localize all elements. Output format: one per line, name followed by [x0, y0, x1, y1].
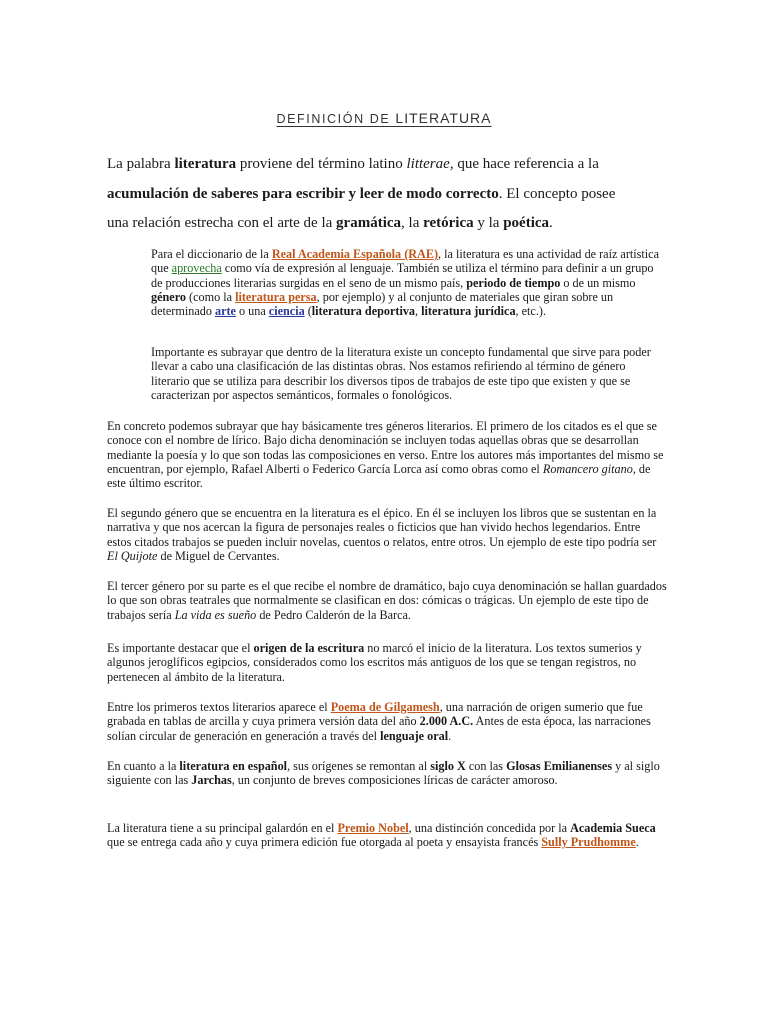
text: y al siglo siguiente con las — [107, 759, 660, 788]
text: Es importante destacar que el — [107, 641, 254, 655]
text: o de un mismo — [560, 275, 636, 290]
paragraph-espanol — [107, 759, 667, 788]
link-literatura-persa[interactable]: literatura persa — [235, 289, 317, 304]
bold-term: literatura deportiva — [311, 304, 416, 319]
paragraph-lirico — [107, 419, 667, 490]
text: , un conjunto de breves composiciones líricas de carácter amoroso. — [231, 773, 558, 788]
italic-term: litterae — [406, 156, 450, 172]
text: En cuanto a la — [107, 759, 180, 773]
text: con las — [465, 759, 507, 773]
text: proviene del término latino — [236, 156, 407, 172]
text: , sus orígenes se remontan al — [287, 759, 431, 773]
text: de Pedro Calderón de la Barca. — [256, 607, 411, 622]
text: La literatura tiene a su principal galardón en el — [107, 821, 338, 835]
italic-term: La vida es sueño — [174, 607, 257, 622]
text: no marcó el inicio de la literatura. Los textos sumerios y algunos jeroglíficos egipcios, considerados como los escritos más antiguos de los que se tengan registros, no pertenecen al ámbito de la literatura. — [107, 641, 642, 684]
text: o una — [235, 304, 269, 319]
text: que se entrega cada año y cuya primera edición fue otorgada al poeta y ensayista francés — [107, 835, 542, 850]
bold-term: gramática — [336, 215, 402, 231]
paragraph-epico — [107, 506, 667, 563]
text: , la literatura es una actividad de raíz artística que — [151, 247, 660, 276]
text: . — [549, 215, 553, 231]
bold-term: Glosas Emilianenses — [506, 759, 613, 773]
text: , etc.). — [515, 304, 546, 319]
text: . — [635, 835, 639, 850]
text: como vía de expresión al lenguaje. También se utiliza el término para definir a un grupo de producciones literarias surgidas en el seno de un mismo país, — [151, 261, 654, 290]
bold-term: literatura — [174, 156, 237, 172]
bold-term: Academia Sueca — [570, 821, 656, 835]
text: , — [415, 304, 422, 319]
text: (como la — [185, 289, 236, 304]
bold-term: siglo X — [430, 759, 466, 773]
title-small: DEFINICIÓN DE — [276, 112, 391, 126]
link-premio-nobel[interactable]: Premio Nobel — [337, 821, 409, 835]
text: Para el diccionario de la — [151, 247, 272, 261]
italic-term: Romancero gitano — [542, 461, 633, 476]
paragraph-dramatico — [107, 579, 667, 622]
title-big: LITERATURA — [395, 110, 492, 126]
text: El tercer género por su parte es el que recibe el nombre de dramático, bajo cuya denominación se hallan guardados lo que son obras teatrales que normalmente se clasifican en dos: cómicas o trágicas. Un ejemplo de este tipo de trabajos sería — [107, 579, 667, 622]
intro-paragraph — [107, 150, 667, 239]
bold-term: género — [151, 289, 186, 304]
text: . — [448, 728, 452, 743]
text: . El concepto posee — [498, 185, 616, 202]
bold-term: lenguaje oral — [380, 728, 449, 743]
bold-term: Jarchas — [191, 773, 232, 788]
text: La palabra — [107, 156, 175, 172]
link-aprovecha[interactable]: aprovecha — [171, 261, 222, 276]
text: , por ejemplo) y al conjunto de materiales que giran sobre un determinado — [151, 289, 614, 319]
text: , que hace referencia a la — [449, 156, 599, 172]
bold-term: poética — [503, 215, 550, 231]
link-rae[interactable]: Real Academia Española (RAE) — [271, 247, 439, 261]
link-gilgamesh[interactable]: Poema de Gilgamesh — [330, 700, 440, 714]
text: ( — [304, 304, 312, 319]
text: Antes de esta época, las narraciones solían circular de generación en generación a través del — [107, 714, 651, 743]
text: una relación estrecha con el arte de la — [107, 215, 337, 231]
text: , una distinción concedida por la — [408, 821, 571, 835]
bold-term: literatura en español — [179, 759, 288, 773]
paragraph-nobel — [107, 821, 667, 850]
text: El segundo género que se encuentra en la literatura es el épico. En él se incluyen los libros que se sustentan en la narrativa y que nos acercan la figura de personajes reales o ficticios que han vivido hechos legendarios. Entre estos citados trabajos se pueden incluir novelas, cuentos o relatos, entre otros. Un ejemplo de este tipo podría ser — [107, 506, 657, 549]
text: de Miguel de Cervantes. — [157, 548, 280, 563]
text: , la — [401, 215, 424, 231]
bold-term: 2.000 A.C. — [419, 714, 474, 729]
paragraph-gilgamesh — [107, 700, 667, 743]
quote-paragraph-rae — [151, 247, 667, 318]
bold-term: literatura jurídica — [421, 304, 516, 319]
text: , de este último escritor. — [107, 461, 651, 491]
link-sully-prudhomme[interactable]: Sully Prudhomme — [541, 835, 636, 850]
bold-term: periodo de tiempo — [466, 275, 561, 290]
bold-term: retórica — [423, 215, 474, 231]
text: y la — [473, 215, 504, 231]
link-arte[interactable]: arte — [214, 304, 236, 319]
link-ciencia[interactable]: ciencia — [268, 304, 305, 319]
text: Entre los primeros textos literarios aparece el — [107, 700, 331, 714]
quote-paragraph-genero: Importante es subrayar que dentro de la literatura existe un concepto fundamental que sirve para poder llevar a cabo una clasificación de las distintas obras. Nos estamos refiriendo al término de género literario que se utiliza para describir los diversos tipos de trabajos de este tipo que existen y que se caracterizan por aspectos semánticos, formales o fonológicos. — [151, 345, 651, 402]
paragraph-origen — [107, 641, 667, 684]
bold-term: acumulación de saberes para escribir y leer de modo correcto — [107, 185, 499, 202]
text: , una narración de origen sumerio que fue grabada en tablas de arcilla y cuya primera versión data del año — [107, 700, 643, 729]
bold-term: origen de la escritura — [253, 641, 365, 655]
page-title — [0, 110, 768, 126]
italic-term: El Quijote — [107, 548, 158, 563]
text: En concreto podemos subrayar que hay básicamente tres géneros literarios. El primero de los citados es el que se conoce con el nombre de lírico. Bajo dicha denominación se incluyen todas aquellas obras que se desarrollan mediante la poesía y lo que son todas las composiciones en verso. Entre los autores más importantes del mismo se encuentran, por ejemplo, Rafael Alberti o Federico García Lorca así como obras como el — [107, 419, 664, 476]
